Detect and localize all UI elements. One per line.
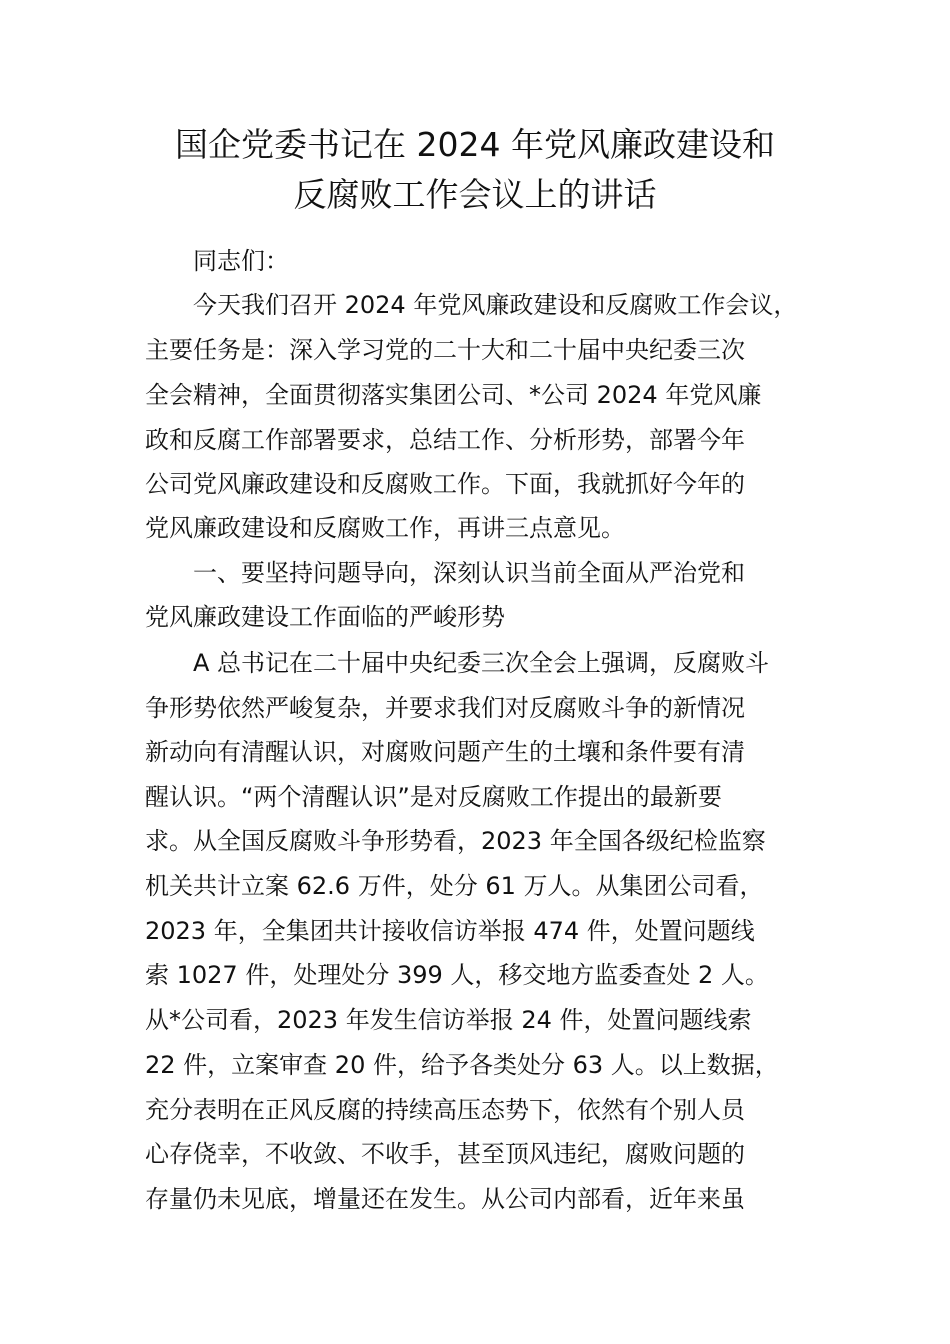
- heading-line: 一、要坚持问题导向，深刻认识当前全面从严治党和: [193, 559, 745, 587]
- paragraph-line: 充分表明在正风反腐的持续高压态势下，依然有个别人员: [145, 1096, 745, 1124]
- paragraph-line: 争形势依然严峻复杂，并要求我们对反腐败斗争的新情况: [145, 694, 745, 722]
- paragraph-line: 存量仍未见底，增量还在发生。从公司内部看，近年来虽: [145, 1185, 745, 1213]
- salutation: 同志们：: [193, 247, 289, 275]
- paragraph-line: 心存侥幸，不收敛、不收手，甚至顶风违纪，腐败问题的: [145, 1140, 745, 1168]
- document-title-line-1: 国企党委书记在 2024 年党风廉政建设和: [175, 125, 775, 164]
- heading-line: 党风廉政建设工作面临的严峻形势: [145, 603, 505, 631]
- paragraph-line: A 总书记在二十届中央纪委三次全会上强调，反腐败斗: [193, 649, 770, 677]
- paragraph-line: 今天我们召开 2024 年党风廉政建设和反腐败工作会议，: [193, 291, 798, 319]
- paragraph-line: 政和反腐工作部署要求，总结工作、分析形势，部署今年: [145, 426, 745, 454]
- paragraph-line: 全会精神，全面贯彻落实集团公司、*公司 2024 年党风廉: [145, 381, 762, 409]
- paragraph-line: 主要任务是：深入学习党的二十大和二十届中央纪委三次: [145, 336, 745, 364]
- paragraph-line: 党风廉政建设和反腐败工作，再讲三点意见。: [145, 514, 625, 542]
- paragraph-line: 索 1027 件，处理处分 399 人，移交地方监委查处 2 人。: [145, 961, 769, 989]
- paragraph-line: 求。从全国反腐败斗争形势看，2023 年全国各级纪检监察: [145, 827, 766, 855]
- paragraph-line: 从*公司看，2023 年发生信访举报 24 件，处置问题线索: [145, 1006, 752, 1034]
- paragraph-line: 新动向有清醒认识，对腐败问题产生的土壤和条件要有清: [145, 738, 745, 766]
- paragraph-line: 醒认识。“两个清醒认识”是对反腐败工作提出的最新要: [145, 783, 722, 811]
- paragraph-line: 公司党风廉政建设和反腐败工作。下面，我就抓好今年的: [145, 470, 745, 498]
- paragraph-line: 机关共计立案 62.6 万件，处分 61 万人。从集团公司看，: [145, 872, 764, 900]
- document-title-line-2: 反腐败工作会议上的讲话: [293, 175, 657, 214]
- paragraph-line: 2023 年，全集团共计接收信访举报 474 件，处置问题线: [145, 917, 755, 945]
- paragraph-line: 22 件，立案审查 20 件，给予各类处分 63 人。以上数据，: [145, 1051, 779, 1079]
